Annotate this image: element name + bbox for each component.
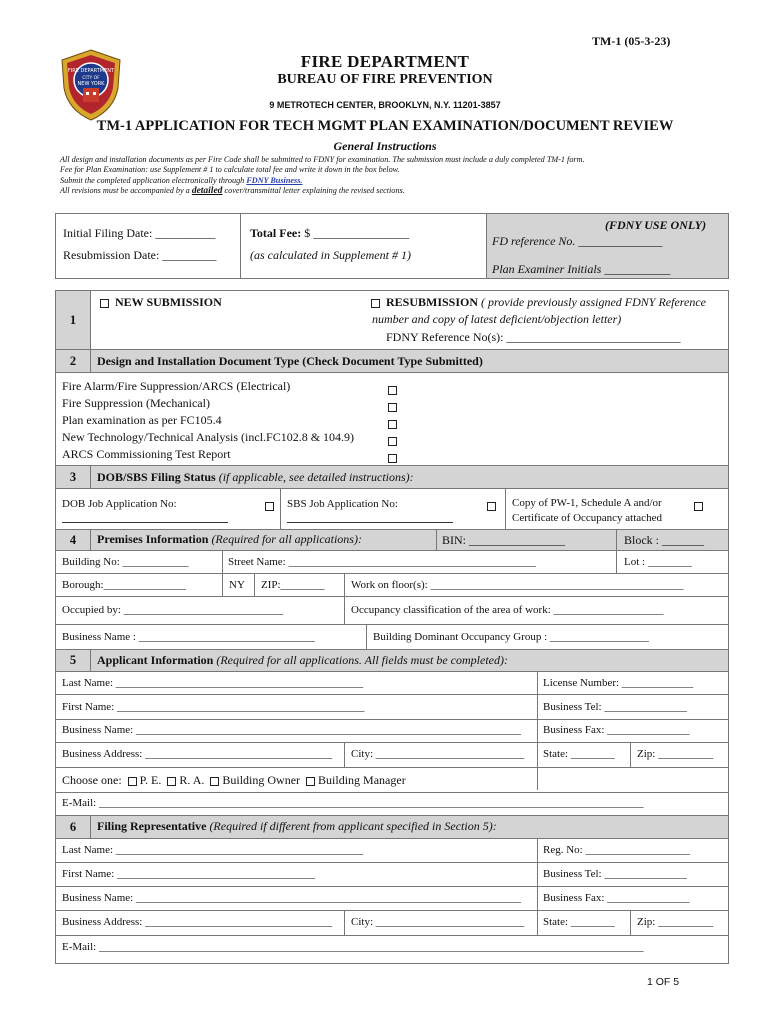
applicant-city[interactable]: City: ___________________________ — [351, 748, 525, 760]
checkbox-icon[interactable] — [388, 420, 397, 429]
applicant-business-fax[interactable]: Business Fax: _______________ — [543, 724, 690, 736]
checkbox-icon[interactable] — [388, 454, 397, 463]
section-3-number: 3 — [56, 466, 90, 488]
rep-business-address[interactable]: Business Address: __________________________________ — [62, 916, 333, 928]
rep-zip[interactable]: Zip: __________ — [637, 916, 714, 928]
applicant-business-address[interactable]: Business Address: __________________________________ — [62, 748, 333, 760]
doc-type-item: Plan examination as per FC105.4 — [62, 413, 222, 427]
occupancy-classification-field[interactable]: Occupancy classification of the area of work: ____________________ — [351, 604, 664, 616]
bin-field[interactable]: BIN: ________________ — [442, 533, 565, 547]
section-5-title: Applicant Information (Required for all applications. All fields must be completed): — [97, 653, 508, 667]
checkbox-icon[interactable] — [487, 502, 496, 511]
checkbox-icon[interactable] — [306, 777, 315, 786]
applicant-last-name[interactable]: Last Name: _____________________________________________ — [62, 677, 364, 689]
lot-field[interactable]: Lot : ________ — [624, 556, 692, 568]
checkbox-icon[interactable] — [388, 437, 397, 446]
state-ny: NY — [229, 579, 245, 591]
fdny-use-only: (FDNY USE ONLY) — [605, 218, 707, 232]
form-code: TM-1 (05-3-23) — [592, 34, 671, 48]
general-instructions — [60, 155, 740, 197]
rep-business-tel[interactable]: Business Tel: _______________ — [543, 868, 687, 880]
rep-first-name[interactable]: First Name: ____________________________________ — [62, 868, 315, 880]
new-submission-option[interactable]: NEW SUBMISSION — [97, 295, 222, 310]
rep-reg-no[interactable]: Reg. No: ___________________ — [543, 844, 690, 856]
section-4-title: Premises Information (Required for all applications): — [97, 532, 362, 546]
applicant-first-name[interactable]: First Name: _____________________________________________ — [62, 701, 365, 713]
section-5-number: 5 — [56, 650, 90, 671]
role-pe: P. E. — [139, 773, 162, 787]
document-type-list — [62, 378, 354, 463]
role-building-manager: Building Manager — [318, 773, 406, 787]
instruction-line: All design and installation documents as per Fire Code shall be submitted to FDNY for examination. The submission must include a duly completed TM-1 form. — [60, 155, 585, 164]
rep-business-fax[interactable]: Business Fax: _______________ — [543, 892, 690, 904]
role-ra: R. A. — [179, 773, 205, 787]
rep-business-name[interactable]: Business Name: ______________________________________________________________________ — [62, 892, 521, 904]
rep-city[interactable]: City: ___________________________ — [351, 916, 525, 928]
badge-text-2: CITY OF — [82, 76, 100, 81]
occupied-by-field[interactable]: Occupied by: _____________________________ — [62, 604, 284, 616]
applicant-business-name[interactable]: Business Name: ______________________________________________________________________ — [62, 724, 521, 736]
section-2-number: 2 — [56, 350, 90, 372]
instructions-heading: General Instructions — [333, 139, 437, 153]
rep-state[interactable]: State: ________ — [543, 916, 615, 928]
dob-job-application[interactable]: DOB Job Application No: — [62, 498, 177, 510]
instruction-line: Submit the completed application electronically through FDNY Business. — [60, 175, 303, 185]
section-2-title: Design and Installation Document Type (Check Document Type Submitted) — [97, 354, 483, 368]
street-name-field[interactable]: Street Name: _____________________________________________ — [228, 556, 536, 568]
checkbox-icon[interactable] — [128, 777, 137, 786]
role-building-owner: Building Owner — [222, 773, 301, 787]
section-6-number: 6 — [56, 816, 90, 838]
initial-filing-date[interactable]: Initial Filing Date: __________ — [63, 226, 216, 240]
section-3-title: DOB/SBS Filing Status (if applicable, see detailed instructions): — [97, 470, 414, 484]
building-occupancy-group-field[interactable]: Building Dominant Occupancy Group : __________________ — [373, 631, 649, 643]
checkbox-icon[interactable] — [167, 777, 176, 786]
checkbox-icon[interactable] — [265, 502, 274, 511]
checkbox-icon[interactable] — [388, 403, 397, 412]
fdny-reference-field[interactable]: FDNY Reference No(s): _____________________________ — [386, 330, 681, 344]
rep-last-name[interactable]: Last Name: _____________________________________________ — [62, 844, 364, 856]
instruction-line: All revisions must be accompanied by a detailed cover/transmittal letter explaining the revised sections. — [60, 186, 405, 197]
doc-type-item: Fire Suppression (Mechanical) — [62, 396, 210, 410]
work-on-floors-field[interactable]: Work on floor(s): ______________________________________________ — [351, 579, 684, 591]
resubmission-date[interactable]: Resubmission Date: _________ — [63, 248, 217, 262]
checkbox-icon[interactable] — [388, 386, 397, 395]
section-1-number: 1 — [56, 291, 90, 349]
dept-title: FIRE DEPARTMENT — [300, 52, 470, 71]
fdny-business-link[interactable]: FDNY Business. — [246, 175, 303, 185]
badge-text-3: NEW YORK — [77, 81, 105, 87]
instruction-line: Fee for Plan Examination: use Supplement # 1 to calculate total fee and write it down in the box below. — [60, 165, 400, 175]
block-field[interactable]: Block : _______ — [624, 533, 704, 547]
page-number: 1 OF 5 — [647, 976, 680, 988]
business-name-field[interactable]: Business Name : ________________________________ — [62, 631, 315, 643]
plan-examiner-initials[interactable]: Plan Examiner Initials ___________ — [492, 262, 671, 276]
form-title: TM-1 APPLICATION FOR TECH MGMT PLAN EXAMINATION/DOCUMENT REVIEW — [96, 118, 674, 134]
applicant-zip[interactable]: Zip: __________ — [637, 748, 714, 760]
checkbox-icon[interactable] — [694, 502, 703, 511]
building-no-field[interactable]: Building No: ____________ — [62, 556, 189, 568]
applicant-email[interactable]: E-Mail: ___________________________________________________________________________________________________ — [62, 797, 644, 809]
section-6-title: Filing Representative (Required if different from applicant specified in Section 5): — [97, 819, 497, 833]
checkbox-icon[interactable] — [100, 299, 109, 308]
total-fee-field[interactable]: Total Fee: $ ________________ — [250, 226, 410, 240]
badge-text-1: FIRE DEPARTMENT — [67, 68, 115, 74]
sbs-job-application[interactable]: SBS Job Application No: — [287, 498, 398, 510]
applicant-state[interactable]: State: ________ — [543, 748, 615, 760]
fee-calc-note: (as calculated in Supplement # 1) — [250, 248, 411, 262]
zip-field[interactable]: ZIP:________ — [261, 579, 325, 591]
applicant-business-tel[interactable]: Business Tel: _______________ — [543, 701, 687, 713]
bureau-title: BUREAU OF FIRE PREVENTION — [277, 72, 493, 87]
doc-type-item: New Technology/Technical Analysis (incl.FC102.8 & 104.9) — [62, 430, 355, 444]
document-type-checkboxes — [385, 381, 400, 466]
copy-pw1-attached: Copy of PW-1, Schedule A and/or Certificate of Occupancy attached — [512, 497, 662, 524]
applicant-role-choice: Choose one: P. E. R. A. Building Owner Building Manager — [62, 773, 406, 787]
address: 9 METROTECH CENTER, BROOKLYN, N.Y. 11201-3857 — [269, 100, 501, 110]
doc-type-item: ARCS Commissioning Test Report — [62, 447, 231, 461]
checkbox-icon[interactable] — [371, 299, 380, 308]
resubmission-option[interactable]: RESUBMISSION ( provide previously assigned FDNY Reference — [368, 295, 706, 310]
resubmission-note: number and copy of latest deficient/objection letter) — [372, 312, 622, 326]
borough-field[interactable]: Borough:_______________ — [62, 579, 187, 591]
fd-reference-no[interactable]: FD reference No. ______________ — [492, 234, 663, 248]
license-number[interactable]: License Number: _____________ — [543, 677, 694, 689]
section-4-number: 4 — [56, 530, 90, 550]
checkbox-icon[interactable] — [210, 777, 219, 786]
rep-email[interactable]: E-Mail: ___________________________________________________________________________________________________ — [62, 941, 644, 953]
doc-type-item: Fire Alarm/Fire Suppression/ARCS (Electrical) — [62, 379, 291, 393]
